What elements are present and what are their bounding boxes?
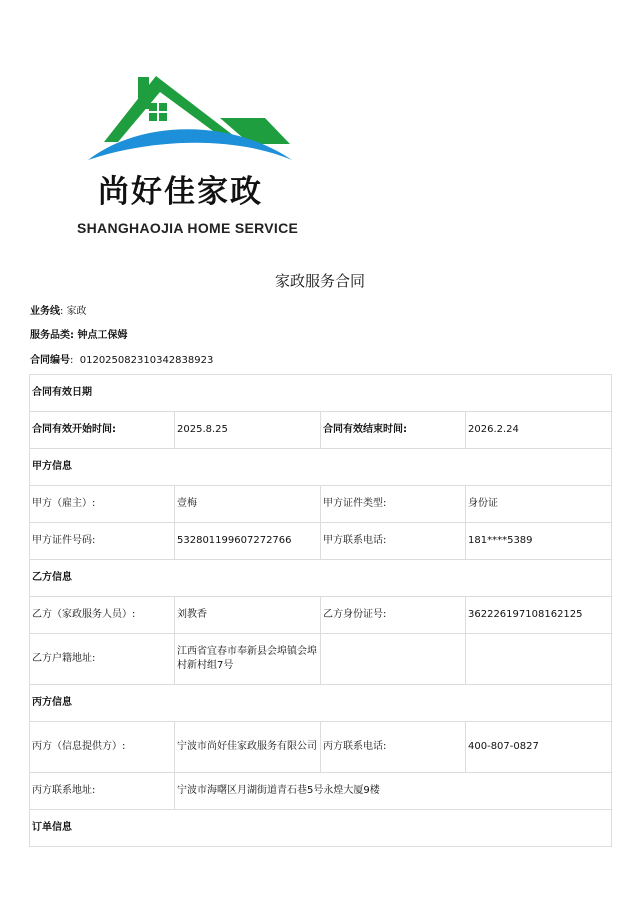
validity-title: 合同有效日期 [30,375,612,412]
business-line-label: 业务线 [30,306,60,317]
provider-label: 丙方（信息提供方）: [30,722,175,773]
brand-name-cn: 尚好佳家政 [98,174,263,210]
party-a-phone-label: 甲方联系电话: [321,523,466,560]
table-row [30,597,612,634]
party-b-title: 乙方信息 [30,560,612,597]
section-party-c [30,685,612,722]
id-type-label: 甲方证件类型: [321,486,466,523]
id-type-value: 身份证 [466,486,612,523]
service-category-label: 服务品类 [30,330,70,341]
service-category-value: 钟点工保姆 [77,330,128,341]
section-party-b [30,560,612,597]
party-b-id-label: 乙方身份证号: [321,597,466,634]
house-logo-icon [60,60,320,170]
party-a-id-value: 532801199607272766 [175,523,321,560]
contract-number-label: 合同编号 [30,355,70,366]
party-c-phone-value: 400-807-0827 [466,722,612,773]
start-date-value: 2025.8.25 [175,412,321,449]
document-title: 家政服务合同 [274,272,365,290]
party-c-address-label: 丙方联系地址: [30,773,175,810]
worker-value: 刘教香 [175,597,321,634]
worker-label: 乙方（家政服务人员）: [30,597,175,634]
employer-value: 壹梅 [175,486,321,523]
table-row [30,773,612,810]
party-a-id-label: 甲方证件号码: [30,523,175,560]
brand-name-en: SHANGHAOJIA HOME SERVICE [77,220,299,236]
contract-table [29,374,612,847]
section-order [30,810,612,847]
company-logo [60,60,320,250]
table-row [30,722,612,773]
section-validity [30,375,612,412]
table-row [30,412,612,449]
end-date-label: 合同有效结束时间: [321,412,466,449]
empty-cell [466,634,612,685]
party-c-title: 丙方信息 [30,685,612,722]
party-c-phone-label: 丙方联系电话: [321,722,466,773]
table-row [30,486,612,523]
party-b-address-value: 江西省宜春市奉新县会埠镇会埠村新村组7号 [175,634,321,685]
business-line: 业务线: 家政 [30,306,87,317]
start-date-label: 合同有效开始时间: [30,412,175,449]
party-a-title: 甲方信息 [30,449,612,486]
empty-cell [321,634,466,685]
business-line-value: 家政 [66,306,87,317]
party-c-address-value: 宁波市海曙区月湖街道青石巷5号永煌大厦9楼 [175,773,612,810]
contract-number: 合同编号: 012025082310342838923 [30,355,214,366]
service-category: 服务品类: 钟点工保姆 [30,330,128,341]
party-b-id-value: 362226197108162125 [466,597,612,634]
table-row [30,523,612,560]
party-a-phone-value: 181****5389 [466,523,612,560]
table-row [30,634,612,685]
section-party-a [30,449,612,486]
party-b-address-label: 乙方户籍地址: [30,634,175,685]
end-date-value: 2026.2.24 [466,412,612,449]
provider-value: 宁波市尚好佳家政服务有限公司 [175,722,321,773]
order-title: 订单信息 [30,810,612,847]
contract-number-value: 012025082310342838923 [79,355,214,366]
employer-label: 甲方（雇主）: [30,486,175,523]
